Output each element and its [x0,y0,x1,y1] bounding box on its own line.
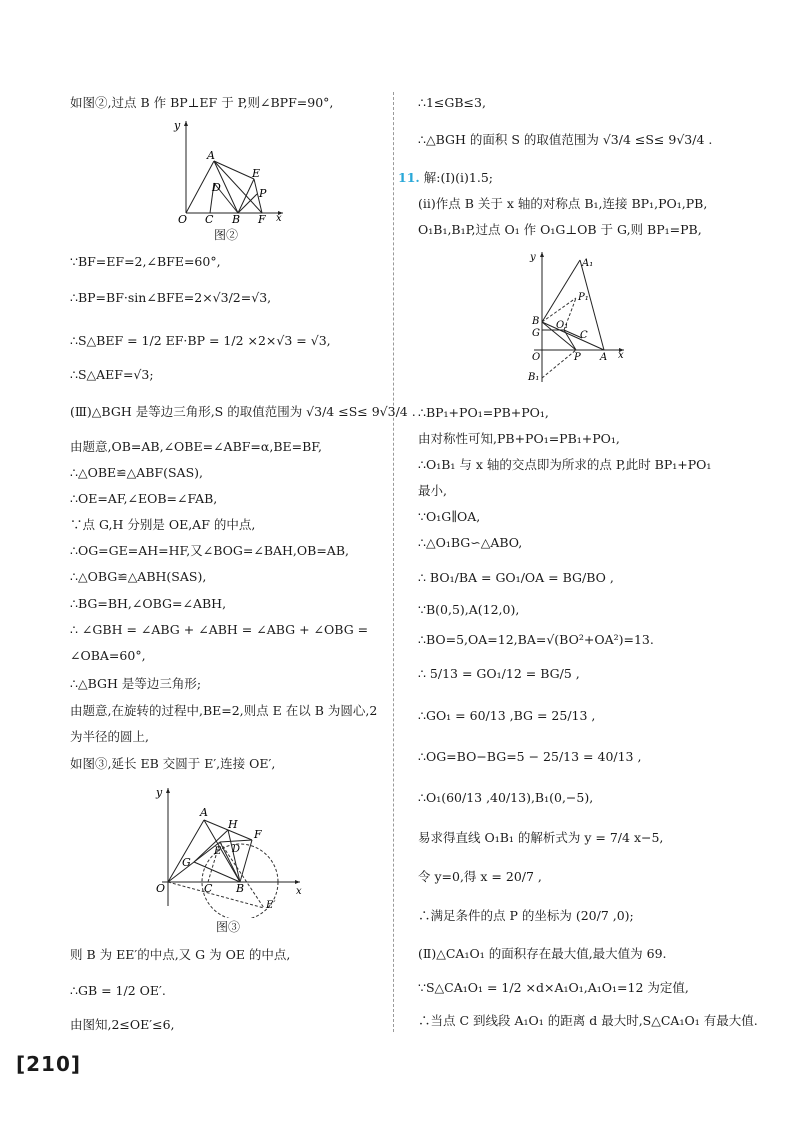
right-line-6: ∴BP₁+PO₁=PB+PO₁, [418,405,549,420]
right-line-19: 易求得直线 O₁B₁ 的解析式为 y = 7/4 x−5, [418,830,664,845]
fig3-label-D: D [232,844,241,855]
left-line-9: ∴OE=AF,∠EOB=∠FAB, [70,491,218,506]
left-line-13: ∴BG=BH,∠OBG=∠ABH, [70,596,227,611]
right-line-18: ∴O₁(60/13 ,40/13),B₁(0,−5), [418,790,594,805]
left-line-4: ∴S△BEF = 1/2 EF·BP = 1/2 ×2×√3 = √3, [70,333,331,348]
right-line-23: ∵S△CA₁O₁ = 1/2 ×d×A₁O₁,A₁O₁=12 为定值, [418,980,689,995]
figure-3-caption: 图③ [216,920,241,934]
fig3-label-H: H [228,818,238,831]
fig3-label-B: B [236,882,245,895]
left-line-6: (Ⅲ)△BGH 是等边三角形,S 的取值范围为 √3/4 ≤S≤ 9√3/4 . [70,404,416,419]
fig2-label-x: x [276,213,282,223]
fig2-label-P: P [259,187,267,200]
right-line-11: ∴△O₁BG∽△ABO, [418,535,523,550]
question-11-answer: 解:(Ⅰ)(ⅰ)1.5; [423,170,493,185]
left-line-8: ∴△OBE≌△ABF(SAS), [70,465,203,480]
left-line-7: 由题意,OB=AB,∠OBE=∠ABF=α,BE=BF, [70,439,322,454]
fig3-label-E: E [214,846,222,857]
left-line-18: 为半径的圆上, [70,729,149,744]
right-line-14: ∴BO=5,OA=12,BA=√(BO²+OA²)=13. [418,632,654,647]
left-line-3: ∴BP=BF·sin∠BFE=2×√3/2=√3, [70,290,272,305]
left-line-1: 如图②,过点 B 作 BP⊥EF 于 P,则∠BPF=90°, [70,95,334,110]
right-line-17: ∴OG=BO−BG=5 − 25/13 = 40/13 , [418,749,642,764]
left-line-14: ∴ ∠GBH = ∠ABG + ∠ABH = ∠ABG + ∠OBG = [70,622,369,637]
fig3-label-F: F [254,828,262,841]
fig11-label-A1: A₁ [582,258,594,269]
right-line-15: ∴ 5/13 = GO₁/12 = BG/5 , [418,666,580,681]
fig11-label-A: A [600,352,608,363]
right-line-20: 令 y=0,得 x = 20/7 , [418,869,542,884]
left-line-20: 则 B 为 EE′的中点,又 G 为 OE 的中点, [70,947,291,962]
left-line-21: ∴GB = 1/2 OE′. [70,983,166,998]
left-line-11: ∴OG=GE=AH=HF,又∠BOG=∠BAH,OB=AB, [70,543,349,558]
fig11-label-G: G [532,328,540,339]
right-line-4: (ⅱ)作点 B 关于 x 轴的对称点 B₁,连接 BP₁,PO₁,PB, [418,196,708,211]
fig2-label-A: A [207,149,215,162]
left-line-2: ∵BF=EF=2,∠BFE=60°, [70,254,221,269]
right-line-12: ∴ BO₁/BA = GO₁/OA = BG/BO , [418,570,614,585]
right-line-5: O₁B₁,B₁P,过点 O₁ 作 O₁G⊥OB 于 G,则 BP₁=PB, [418,222,702,237]
right-line-16: ∴GO₁ = 60/13 ,BG = 25/13 , [418,708,596,723]
figure-11 [522,246,630,386]
left-line-19: 如图③,延长 EB 交圆于 E′,连接 OE′, [70,756,276,771]
fig2-label-B: B [232,213,241,223]
question-number: 11. [398,170,420,185]
right-line-8: ∴O₁B₁ 与 x 轴的交点即为所求的点 P,此时 BP₁+PO₁ [418,457,712,472]
left-line-16: ∴△BGH 是等边三角形; [70,676,202,691]
fig11-label-C: C [580,330,588,341]
figure-2-caption: 图② [214,228,239,242]
fig2-label-O: O [178,213,188,223]
fig2-label-y: y [174,119,181,132]
right-line-9: 最小, [418,483,447,498]
fig11-label-B1: B₁ [528,372,540,383]
left-line-12: ∴△OBG≌△ABH(SAS), [70,569,207,584]
fig11-label-O: O [532,352,541,363]
column-divider [393,92,394,1032]
fig2-label-C: C [205,213,214,223]
right-line-1: ∴1≤GB≤3, [418,95,486,110]
right-line-22: (Ⅱ)△CA₁O₁ 的面积存在最大值,最大值为 69. [418,946,667,961]
fig3-label-y: y [156,786,163,799]
fig3-label-C: C [204,882,213,895]
fig11-label-O1: O₁ [556,320,569,331]
fig3-label-Ep: E′ [266,900,276,911]
fig2-label-F: F [258,213,266,223]
fig11-label-P1: P₁ [578,292,589,303]
right-line-7: 由对称性可知,PB+PO₁=PB₁+PO₁, [418,431,620,446]
left-line-5: ∴S△AEF=√3; [70,367,154,382]
left-line-17: 由题意,在旋转的过程中,BE=2,则点 E 在以 B 为圆心,2 [70,703,378,718]
fig11-label-B: B [532,316,540,327]
fig11-label-x: x [618,350,624,361]
figure-2 [168,115,288,223]
fig2-label-D: D [212,181,221,194]
question-11 [398,170,493,186]
page-number: [210] [16,1052,82,1076]
right-line-24: ∴当点 C 到线段 A₁O₁ 的距离 d 最大时,S△CA₁O₁ 有最大值. [418,1013,758,1028]
fig2-label-E: E [252,167,261,180]
right-line-21: ∴满足条件的点 P 的坐标为 (20/7 ,0); [418,908,634,923]
left-line-15: ∠OBA=60°, [70,648,146,663]
fig3-label-x: x [296,886,302,897]
right-line-2: ∴△BGH 的面积 S 的取值范围为 √3/4 ≤S≤ 9√3/4 . [418,132,713,147]
left-line-22: 由图知,2≤OE′≤6, [70,1017,175,1032]
left-line-10: ∵点 G,H 分别是 OE,AF 的中点, [70,517,256,532]
fig3-label-G: G [182,856,191,869]
right-line-10: ∵O₁G∥OA, [418,509,481,524]
figure-3 [148,782,318,918]
fig3-label-O: O [156,882,166,895]
right-line-13: ∵B(0,5),A(12,0), [418,602,520,617]
fig3-label-A: A [200,806,208,819]
fig11-label-y: y [530,252,536,263]
fig11-label-P: P [574,352,581,363]
